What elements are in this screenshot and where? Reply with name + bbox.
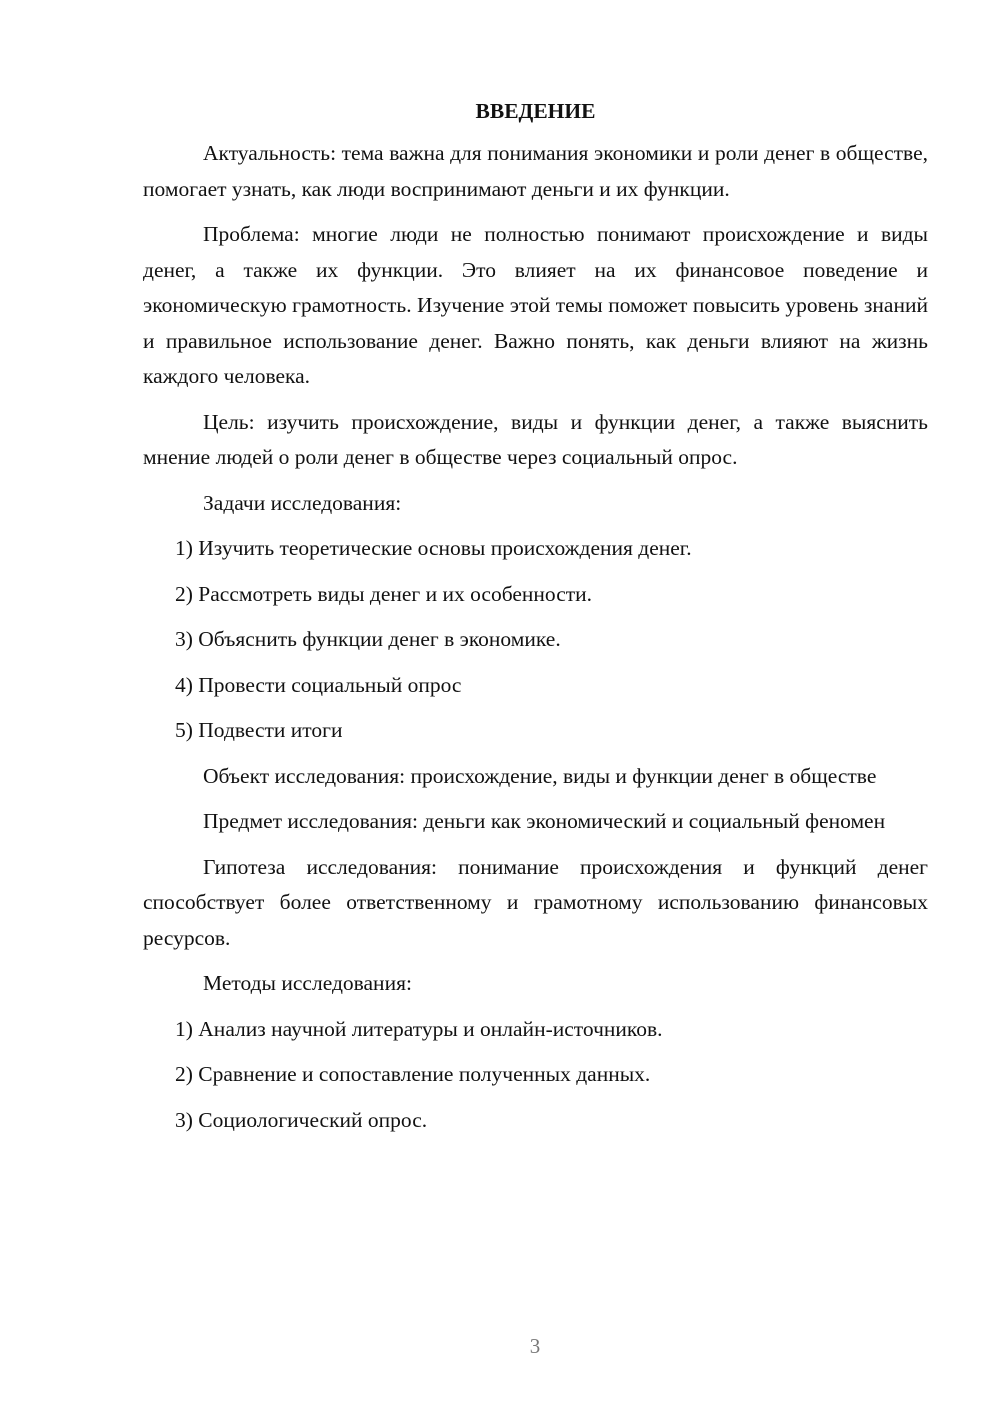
method-item: 3) Социологический опрос. <box>175 1107 428 1132</box>
task-item: 2) Рассмотреть виды денег и их особенности. <box>175 581 593 606</box>
problem-paragraph: Проблема: многие люди не полностью понимают происхождение и виды денег, а также их функции. Это влияет на их финансовое поведение и экономическую грамотность. Изучение этой темы поможет повысить уровень знаний и правильное использование денег. Важно понять, как деньги влияют на жизнь каждого человека. <box>143 222 928 388</box>
task-item: 4) Провести социальный опрос <box>175 672 462 697</box>
page-number: 3 <box>529 1334 541 1358</box>
method-item: 1) Анализ научной литературы и онлайн-источников. <box>175 1016 663 1041</box>
page-content <box>143 96 928 1148</box>
object-paragraph: Объект исследования: происхождение, виды и функции денег в обществе <box>203 763 877 788</box>
methods-heading: Методы исследования: <box>203 971 412 995</box>
task-item: 5) Подвести итоги <box>175 718 343 742</box>
relevance-paragraph: Актуальность: тема важна для понимания экономики и роли денег в обществе, помогает узнать, как люди воспринимают деньги и их функции. <box>143 141 928 201</box>
hypothesis-paragraph: Гипотеза исследования: понимание происхождения и функций денег способствует более ответственному и грамотному использованию финансовых ресурсов. <box>143 854 928 950</box>
task-item: 1) Изучить теоретические основы происхождения денег. <box>175 536 692 560</box>
goal-paragraph: Цель: изучить происхождение, виды и функции денег, а также выяснить мнение людей о роли денег в обществе через социальный опрос. <box>143 409 928 469</box>
tasks-heading: Задачи исследования: <box>203 490 402 515</box>
subject-paragraph: Предмет исследования: деньги как экономический и социальный феномен <box>203 809 886 833</box>
task-item: 3) Объяснить функции денег в экономике. <box>175 627 561 651</box>
method-item: 2) Сравнение и сопоставление полученных данных. <box>175 1062 651 1086</box>
section-title: ВВЕДЕНИЕ <box>475 99 596 123</box>
